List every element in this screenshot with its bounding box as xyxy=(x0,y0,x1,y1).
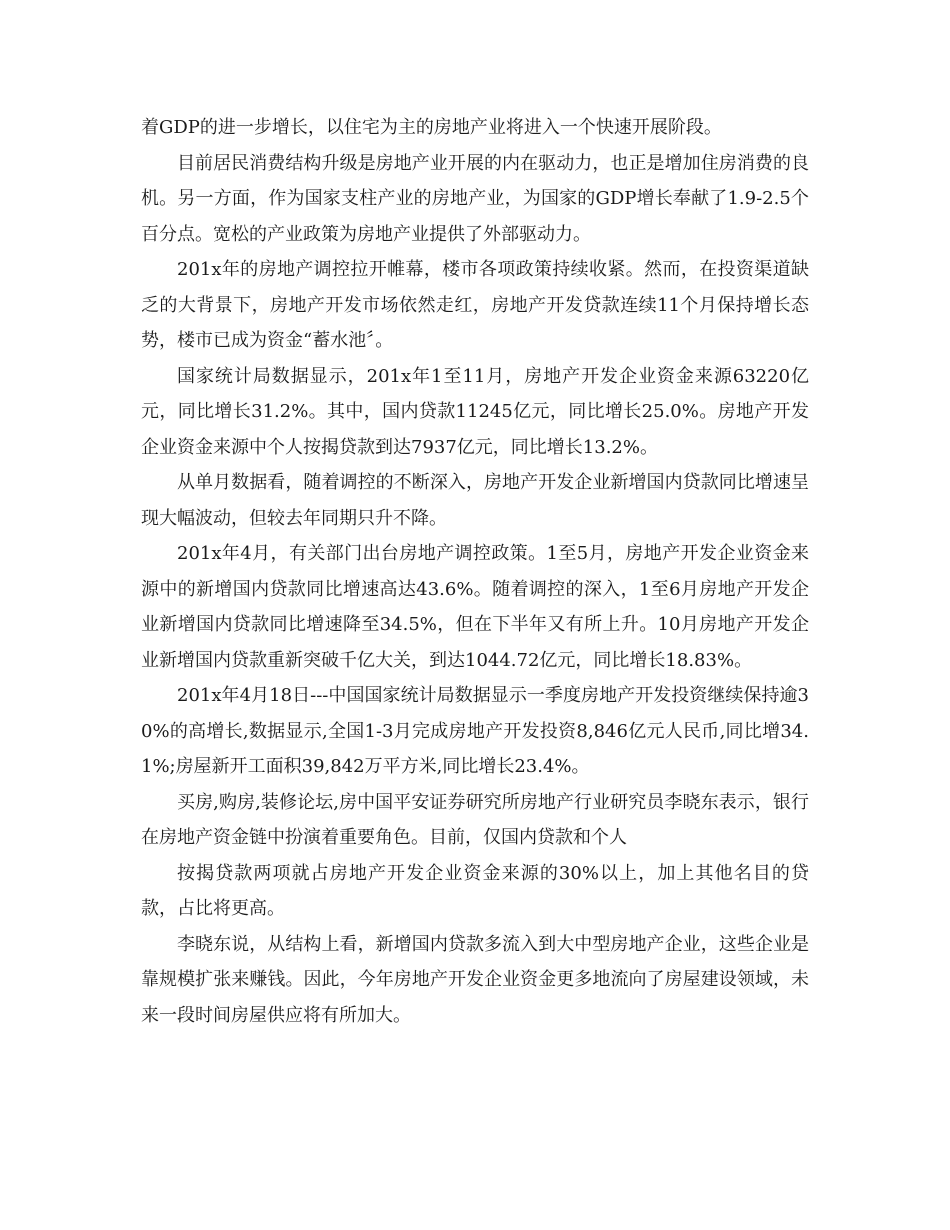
paragraph-q1-investment: 201x年4月18日---中国国家统计局数据显示一季度房地产开发投资继续保持逾30%的高增长,数据显示,全国1-3月完成房地产开发投资8,846亿元人民币,同比增34.1%;房屋新开工面积39,842万平方米,同比增长23.4%。 xyxy=(141,685,809,777)
paragraph-consumption-upgrade: 目前居民消费结构升级是房地产业开展的内在驱动力，也正是增加住房消费的良机。另一方面，作为国家支柱产业的房地产业，为国家的GDP增长奉献了1.9-2.5个百分点。宽松的产业政策为房地产业提供了外部驱动力。 xyxy=(141,152,809,245)
paragraph-gdp-growth: 着GDP的进一步增长，以住宅为主的房地产业将进入一个快速开展阶段。 xyxy=(141,117,722,138)
paragraph-statistics-funding: 国家统计局数据显示，201x年1至11月，房地产开发企业资金来源63220亿元，同比增长31.2%。其中，国内贷款11245亿元，同比增长25.0%。房地产开发企业资金来源中个人按揭贷款到达7937亿元，同比增长13.2%。 xyxy=(141,365,809,458)
paragraph-regulation-start: 201x年的房地产调控拉开帷幕，楼市各项政策持续收紧。然而，在投资渠道缺乏的大背景下，房地产开发市场依然走红，房地产开发贷款连续11个月保持增长态势，楼市已成为资金“蓄水池〞。 xyxy=(141,259,809,351)
paragraph-april-policy: 201x年4月，有关部门出台房地产调控政策。1至5月，房地产开发企业资金来源中的新增国内贷款同比增速高达43.6%。随着调控的深入，1至6月房地产开发企业新增国内贷款同比增速降至34.5%，但在下半年又有所上升。10月房地产开发企业新增国内贷款重新突破千亿大关，到达1044.72亿元，同比增长18.83%。 xyxy=(141,543,809,671)
paragraph-analyst-comment: 买房,购房,装修论坛,房中国平安证券研究所房地产行业研究员李晓东表示，银行在房地产资金链中扮演着重要角色。目前，仅国内贷款和个人 xyxy=(141,791,809,848)
paragraph-structure-analysis: 李晓东说，从结构上看，新增国内贷款多流入到大中型房地产企业，这些企业是靠规模扩张来赚钱。因此，今年房地产开发企业资金更多地流向了房屋建设领域，未来一段时间房屋供应将有所加大。 xyxy=(141,933,809,1026)
paragraph-monthly-data: 从单月数据看，随着调控的不断深入，房地产开发企业新增国内贷款同比增速呈现大幅波动，但较去年同期只升不降。 xyxy=(141,472,809,529)
paragraph-mortgage-share: 按揭贷款两项就占房地产开发企业资金来源的30%以上，加上其他名目的贷款，占比将更高。 xyxy=(141,862,809,919)
